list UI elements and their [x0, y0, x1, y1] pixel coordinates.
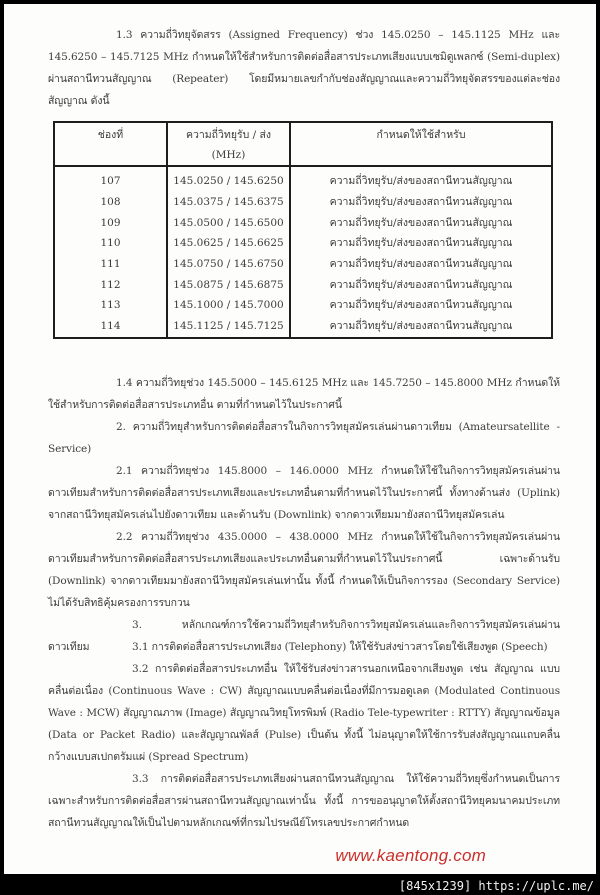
- table-row: [54, 233, 552, 254]
- image-source-tag: [845x1239] https://uplc.me/: [398, 879, 594, 893]
- channel-cell: 107: [54, 166, 167, 192]
- frequency-cell: 145.1125 / 145.7125: [167, 316, 290, 338]
- section-3-2-paragraph: 3.2 การติดต่อสื่อสารประเภทอื่น ให้ใช้รับส่งข่าวสารนอกเหนือจากเสียงพูด เช่น สัญญาณ แบบคลื่นต่อเนื่อง (Continuous Wave : CW) สัญญาณแบบคลื่นต่อเนื่องที่มีการมอดูเลต (Modulated Continuous Wave : MCW) สัญญาณภาพ (Image) สัญญาณวิทยุโทรพิมพ์ (Radio Tele-typewriter : RTTY) สัญญาณข้อมูล (Data or Packet Radio) และสัญญาณพัลส์ (Pulse) เป็นต้น ทั้งนี้ ไม่อนุญาตให้ใช้การรับส่งสัญญาณแถบคลื่นกว้างแบบสเปกตรัมแผ่ (Spread Spectrum): [48, 663, 560, 763]
- usage-cell: ความถี่วิทยุรับ/ส่งของสถานีทวนสัญญาณ: [329, 278, 513, 291]
- section-2-1-paragraph: 2.1 ความถี่วิทยุช่วง 145.8000 – 146.0000 MHz กำหนดให้ใช้ในกิจการวิทยุสมัครเล่นผ่านดาวเทียมสำหรับการติดต่อสื่อสารประเภทเสียงและประเภทอื่นตามที่กำหนดไว้ในประกาศนี้ ทั้งทางด้านส่ง (Uplink) จากสถานีวิทยุสมัครเล่นไปยังดาวเทียม และด้านรับ (Downlink) จากดาวเทียมมายังสถานีวิทยุสมัครเล่น: [48, 465, 560, 521]
- channel-cell: 112: [54, 274, 167, 295]
- frequency-cell: 145.0750 / 145.6750: [167, 254, 290, 275]
- section-3-1-paragraph: 3.1 การติดต่อสื่อสารประเภทเสียง (Telephony) ให้ใช้รับส่งข่าวสารโดยใช้เสียงพูด (Speech): [132, 641, 548, 653]
- table-row: [54, 166, 552, 192]
- table-row: [54, 274, 552, 295]
- header-frequency: ความถี่วิทยุรับ / ส่ง (MHz): [167, 122, 290, 166]
- section-2-2-paragraph: 2.2 ความถี่วิทยุช่วง 435.0000 – 438.0000 MHz กำหนดให้ใช้ในกิจการวิทยุสมัครเล่นผ่านดาวเทียมสำหรับการติดต่อสื่อสารประเภทเสียงและประเภทอื่นตามที่กำหนดไว้ในประกาศนี้ เฉพาะด้านรับ (Downlink) จากดาวเทียมมายังสถานีวิทยุสมัครเล่นเท่านั้น ทั้งนี้ กำหนดให้เป็นกิจการรอง (Secondary Service) ไม่ได้รับสิทธิคุ้มครองการรบกวน: [48, 531, 560, 609]
- section-1-4-paragraph: 1.4 ความถี่วิทยุช่วง 145.5000 – 145.6125 MHz และ 145.7250 – 145.8000 MHz กำหนดให้ใช้สำหรับการติดต่อสื่อสารประเภทอื่น ตามที่กำหนดไว้ในประกาศนี้: [48, 377, 560, 411]
- frequency-cell: 145.0250 / 145.6250: [167, 166, 290, 192]
- table-row: [54, 295, 552, 316]
- usage-cell: ความถี่วิทยุรับ/ส่งของสถานีทวนสัญญาณ: [329, 320, 513, 333]
- section-1-3-paragraph: 1.3 ความถี่วิทยุจัดสรร (Assigned Frequency) ช่วง 145.0250 – 145.1125 MHz และ 145.6250 – 145.7125 MHz กำหนดให้ใช้สำหรับการติดต่อสื่อสารประเภทเสียงแบบเซมิดูเพลกซ์ (Semi-duplex) ผ่านสถานีทวนสัญญาณ (Repeater) โดยมีหมายเลขกำกับช่องสัญญาณและความถี่วิทยุจัดสรรของแต่ละช่องสัญญาณ ดังนี้: [48, 29, 560, 107]
- site-watermark: www.kaentong.com: [335, 846, 486, 865]
- usage-cell: ความถี่วิทยุรับ/ส่งของสถานีทวนสัญญาณ: [329, 216, 513, 229]
- channel-cell: 110: [54, 233, 167, 254]
- usage-cell: ความถี่วิทยุรับ/ส่งของสถานีทวนสัญญาณ: [329, 237, 513, 250]
- usage-cell: ความถี่วิทยุรับ/ส่งของสถานีทวนสัญญาณ: [329, 196, 513, 209]
- table-row: [54, 254, 552, 275]
- section-2-paragraph: 2. ความถี่วิทยุสำหรับการติดต่อสื่อสารในกิจการวิทยุสมัครเล่นผ่านดาวเทียม (Amateursatellite - Service): [48, 421, 560, 455]
- usage-cell: ความถี่วิทยุรับ/ส่งของสถานีทวนสัญญาณ: [329, 258, 513, 271]
- table-row: [54, 192, 552, 213]
- section-3-paragraph: 3. หลักเกณฑ์การใช้ความถี่วิทยุสำหรับกิจการวิทยุสมัครเล่นและกิจการวิทยุสมัครเล่นผ่านดาวเทียม: [48, 619, 560, 653]
- usage-cell: ความถี่วิทยุรับ/ส่งของสถานีทวนสัญญาณ: [329, 299, 513, 312]
- channel-cell: 114: [54, 316, 167, 338]
- section-3-3-paragraph: 3.3 การติดต่อสื่อสารประเภทเสียงผ่านสถานีทวนสัญญาณ ให้ใช้ความถี่วิทยุซึ่งกำหนดเป็นการเฉพาะสำหรับการติดต่อสื่อสารผ่านสถานีทวนสัญญาณเท่านั้น ทั้งนี้ การขออนุญาตให้ตั้งสถานีวิทยุคมนาคมประเภทสถานีทวนสัญญาณให้เป็นไปตามหลักเกณฑ์ที่กรมไปรษณีย์โทรเลขประกาศกำหนด: [48, 773, 560, 829]
- usage-cell: ความถี่วิทยุรับ/ส่งของสถานีทวนสัญญาณ: [329, 175, 513, 188]
- table-header-row: [54, 122, 552, 166]
- frequency-cell: 145.0500 / 145.6500: [167, 212, 290, 233]
- channel-cell: 113: [54, 295, 167, 316]
- frequency-cell: 145.0375 / 145.6375: [167, 192, 290, 213]
- table-row: [54, 212, 552, 233]
- repeater-frequency-table: [53, 121, 553, 339]
- frequency-cell: 145.0875 / 145.6875: [167, 274, 290, 295]
- header-usage: กำหนดให้ใช้สำหรับ: [290, 122, 552, 166]
- header-channel: ช่องที่: [54, 122, 167, 166]
- frequency-cell: 145.1000 / 145.7000: [167, 295, 290, 316]
- channel-cell: 108: [54, 192, 167, 213]
- channel-cell: 111: [54, 254, 167, 275]
- document-page: [4, 4, 596, 874]
- frequency-cell: 145.0625 / 145.6625: [167, 233, 290, 254]
- table-row: [54, 316, 552, 338]
- channel-cell: 109: [54, 212, 167, 233]
